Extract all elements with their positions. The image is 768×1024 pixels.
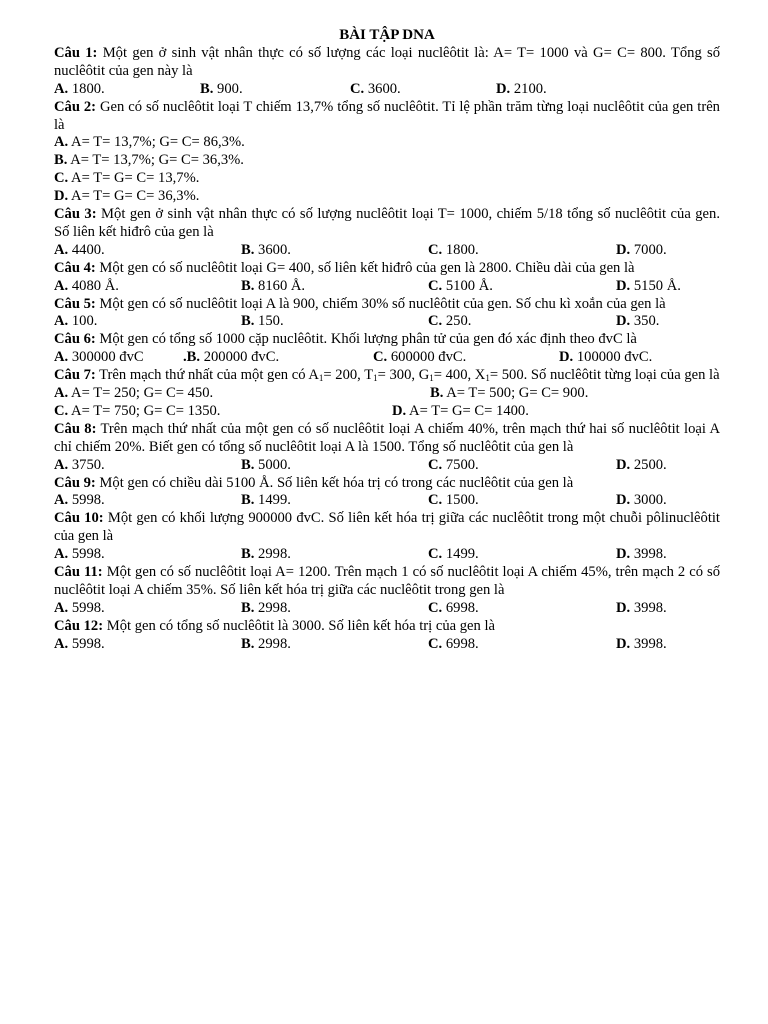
option-b: B. 2998. bbox=[241, 635, 291, 652]
option-d: D. 3000. bbox=[616, 492, 667, 509]
options-4 bbox=[54, 278, 720, 296]
option-d: D. 5150 Å. bbox=[616, 277, 681, 294]
question-7 bbox=[54, 367, 720, 385]
question-10 bbox=[54, 510, 720, 546]
options-7b bbox=[54, 403, 720, 421]
option-a: A. 5998. bbox=[54, 599, 105, 616]
option-a: A. 1800. bbox=[54, 80, 105, 97]
question-text: Một gen có khối lượng 900000 đvC. Số liên kết hóa trị giữa các nuclêôtit trong một chuỗi pôlinuclêôtit của gen là bbox=[54, 510, 720, 545]
question-label: Câu 1: bbox=[54, 44, 98, 61]
option-d: D. A= T= G= C= 1400. bbox=[392, 402, 529, 419]
option-a: A. 100. bbox=[54, 313, 98, 330]
option-a: A. 5998. bbox=[54, 492, 105, 509]
options-7a bbox=[54, 385, 720, 403]
page-title: BÀI TẬP DNA bbox=[339, 27, 435, 43]
option-c: C. 250. bbox=[428, 313, 472, 330]
question-12 bbox=[54, 618, 720, 636]
question-text: Trên mạch thứ nhất của một gen có $A_1= 200$, $T_1= 300$, $G_1= 400$, $X_1= 500$. Số nuclêôtit từng loại của gen là bbox=[99, 367, 720, 384]
option-c: C. A= T= G= C= 13,7%. bbox=[54, 170, 200, 187]
options-11 bbox=[54, 600, 720, 618]
question-2 bbox=[54, 99, 720, 135]
question-text: Một gen có số nuclêôtit loại A= 1200. Trên mạch 1 có số nuclêôtit loại A chiếm 45%, trên mạch 2 có số nuclêôtit loại A chiếm 35%. Số liên kết hóa trị giữa các nuclêôtit trong gen là bbox=[54, 564, 721, 598]
question-6 bbox=[54, 331, 720, 349]
option-b: B. 3600. bbox=[241, 241, 291, 258]
question-text: Một gen có chiều dài 5100 Å. Số liên kết hóa trị có trong các nuclêôtit của gen là bbox=[99, 474, 574, 491]
options-8 bbox=[54, 457, 720, 475]
options-10 bbox=[54, 546, 720, 564]
options-9 bbox=[54, 492, 720, 510]
question-label: Câu 4: bbox=[54, 259, 96, 276]
question-label: Câu 9: bbox=[54, 474, 96, 491]
option-d: D. 7000. bbox=[616, 241, 667, 258]
option-b: B. 8160 Å. bbox=[241, 277, 306, 294]
option-a: A. 3750. bbox=[54, 456, 105, 473]
option-c: C. 3600. bbox=[350, 80, 401, 97]
option-c: C. 1800. bbox=[428, 241, 479, 258]
option-d: D. 3998. bbox=[616, 635, 667, 652]
option-d: D. 100000 đvC. bbox=[559, 349, 653, 366]
option-b: B. 2998. bbox=[241, 546, 291, 563]
option-b: B. A= T= 13,7%; G= C= 36,3%. bbox=[54, 152, 244, 169]
question-label: Câu 8: bbox=[54, 420, 97, 437]
option-d: D. 3998. bbox=[616, 599, 667, 616]
document bbox=[54, 27, 720, 654]
question-3 bbox=[54, 206, 720, 242]
question-label: Câu 12: bbox=[54, 617, 104, 634]
option-a: A. 4080 Å. bbox=[54, 277, 119, 294]
option-c: C. 6998. bbox=[428, 635, 479, 652]
option-b: B. 5000. bbox=[241, 456, 291, 473]
option-a: A. 4400. bbox=[54, 241, 105, 258]
option-a: A. A= T= 250; G= C= 450. bbox=[54, 385, 214, 402]
option-c: C. A= T= 750; G= C= 1350. bbox=[54, 402, 221, 419]
question-5 bbox=[54, 296, 720, 314]
question-1 bbox=[54, 45, 720, 81]
question-8 bbox=[54, 421, 720, 457]
options-1 bbox=[54, 81, 720, 99]
question-text: Một gen ở sinh vật nhân thực có số lượng nuclêôtit loại T= 1000, chiếm 5/18 tổng số nuclêôtit của gen. Số liên kết hiđrô của gen là bbox=[54, 206, 720, 240]
option-c: C. 1500. bbox=[428, 492, 479, 509]
question-label: Câu 10: bbox=[54, 510, 104, 527]
option-a: A. 300000 đvC bbox=[54, 349, 144, 366]
option-a: A. A= T= 13,7%; G= C= 86,3%. bbox=[54, 134, 245, 151]
option-d: D. 2500. bbox=[616, 456, 667, 473]
option-b: B. 1499. bbox=[241, 492, 291, 509]
question-text: Một gen có tổng số 1000 cặp nuclêôtit. Khối lượng phân tử của gen đó xác định theo đvC là bbox=[99, 331, 637, 348]
option-d: D. 2100. bbox=[496, 80, 547, 97]
question-label: Câu 7: bbox=[54, 367, 96, 384]
option-b: B. 150. bbox=[241, 313, 284, 330]
option-b: B. 2998. bbox=[241, 599, 291, 616]
option-c: C. 5100 Å. bbox=[428, 277, 493, 294]
options-3 bbox=[54, 242, 720, 260]
question-text: Một gen ở sinh vật nhân thực có số lượng các loại nuclêôtit là: A= T= 1000 và G= C= 800. Tổng số nuclêôtit của gen này là bbox=[54, 44, 721, 79]
option-b: B. 900. bbox=[200, 80, 243, 97]
option-d: D. 350. bbox=[616, 313, 660, 330]
option-c: C. 1499. bbox=[428, 546, 479, 563]
question-text: Một gen có tổng số nuclêôtit là 3000. Số liên kết hóa trị của gen là bbox=[106, 617, 495, 634]
option-b: B. A= T= 500; G= C= 900. bbox=[430, 385, 589, 402]
question-text: Gen có số nuclêôtit loại T chiếm 13,7% tổng số nuclêôtit. Tỉ lệ phần trăm từng loại nuclêôtit của gen trên là bbox=[54, 98, 720, 133]
question-text: Một gen có số nuclêôtit loại A là 900, chiếm 30% số nuclêôtit của gen. Số chu kì xoắn của gen là bbox=[99, 295, 666, 312]
question-9 bbox=[54, 475, 720, 493]
options-5 bbox=[54, 313, 720, 331]
option-c: C. 7500. bbox=[428, 456, 479, 473]
question-label: Câu 3: bbox=[54, 206, 97, 223]
option-d: D. A= T= G= C= 36,3%. bbox=[54, 188, 200, 205]
option-c: C. 6998. bbox=[428, 599, 479, 616]
options-6 bbox=[54, 349, 720, 367]
question-text: Trên mạch thứ nhất của một gen có số nuclêôtit loại A chiếm 40%, trên mạch thứ hai số nuclêôtit loại A chỉ chiếm 20%. Biết gen có tổng số nuclêôtit loại A là 1500. Tổng số nuclêôtit của gen là bbox=[54, 420, 720, 455]
question-label: Câu 2: bbox=[54, 98, 97, 115]
option-d: D. 3998. bbox=[616, 546, 667, 563]
option-a: A. 5998. bbox=[54, 546, 105, 563]
question-text: Một gen có số nuclêôtit loại G= 400, số liên kết hiđrô của gen là 2800. Chiều dài của gen là bbox=[99, 259, 635, 276]
question-label: Câu 6: bbox=[54, 331, 96, 348]
question-11 bbox=[54, 564, 720, 600]
question-label: Câu 11: bbox=[54, 564, 103, 581]
option-c: C. 600000 đvC. bbox=[373, 349, 467, 366]
options-12 bbox=[54, 636, 720, 654]
option-a: A. 5998. bbox=[54, 635, 105, 652]
question-4 bbox=[54, 260, 720, 278]
option-b: .B. 200000 đvC. bbox=[183, 349, 280, 366]
question-label: Câu 5: bbox=[54, 295, 96, 312]
